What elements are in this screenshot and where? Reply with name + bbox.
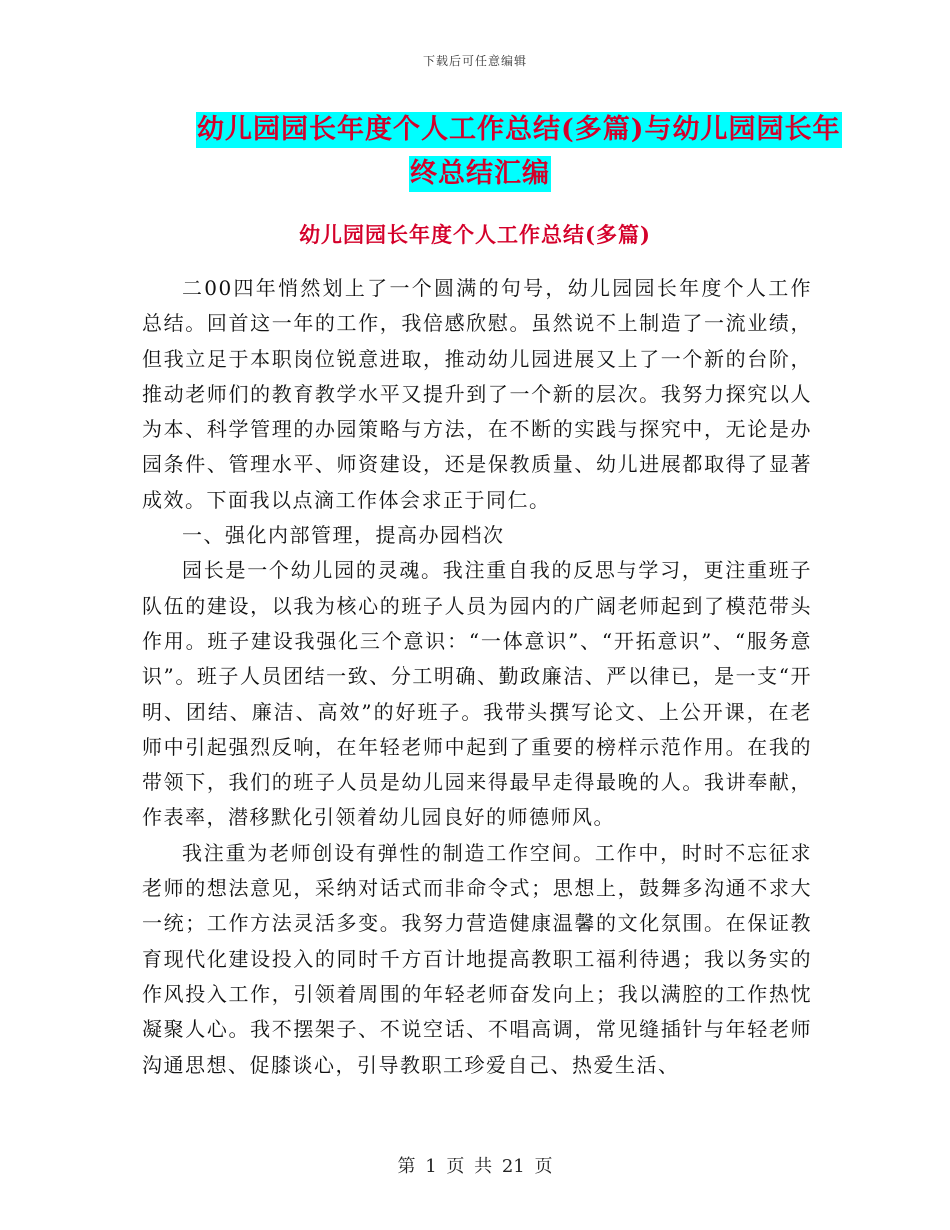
paragraph: 园长是一个幼儿园的灵魂。我注重自我的反思与学习，更注重班子队伍的建设，以我为核心的班子人员为园内的广阔老师起到了模范带头作用。班子建设我强化三个意识：“一体意识”、“开拓意识”、“服务意识”。班子人员团结一致、分工明确、勤政廉洁、严以律已，是一支“开明、团结、廉洁、高效”的好班子。我带头撰写论文、上公开课，在老师中引起强烈反响，在年轻老师中起到了重要的榜样示范作用。在我的带领下，我们的班子人员是幼儿园来得最早走得最晚的人。我讲奉献，作表率，潜移默化引领着幼儿园良好的师德师风。 (142, 558, 812, 830)
page-footer: 第 1 页 共 21 页 (397, 1156, 553, 1177)
paragraph: 我注重为老师创设有弹性的制造工作空间。工作中，时时不忘征求老师的想法意见，采纳对话式而非命令式；思想上，鼓舞多沟通不求大一统；工作方法灵活多变。我努力营造健康温馨的文化氛围。在保证教育现代化建设投入的同时千方百计地提高教职工福利待遇；我以务实的作风投入工作，引领着周围的年轻老师奋发向上；我以满腔的工作热忱凝聚人心。我不摆架子、不说空话、不唱高调，常见缝插针与年轻老师沟通思想、促膝谈心，引导教职工珍爱自己、热爱生活、 (142, 840, 812, 1077)
section-subtitle: 幼儿园园长年度个人工作总结(多篇) (299, 222, 651, 247)
paragraph: 二00四年悄然划上了一个圆满的句号，幼儿园园长年度个人工作总结。回首这一年的工作，我倍感欣慰。虽然说不上制造了一流业绩，但我立足于本职岗位锐意进取，推动幼儿园进展又上了一个新的台阶，推动老师们的教育教学水平又提升到了一个新的层次。我努力探究以人为本、科学管理的办园策略与方法，在不断的实践与探究中，无论是办园条件、管理水平、师资建设，还是保教质量、幼儿进展都取得了显著成效。下面我以点滴工作体会求正于同仁。 (142, 276, 812, 512)
document-title-line-1: 幼儿园园长年度个人工作总结(多篇)与幼儿园园长年 (196, 112, 842, 148)
header-note: 下载后可任意编辑 (422, 54, 527, 68)
section-heading: 一、强化内部管理，提高办园档次 (182, 523, 505, 548)
body-text (142, 271, 812, 1083)
document-title-line-2: 终总结汇编 (409, 156, 551, 192)
